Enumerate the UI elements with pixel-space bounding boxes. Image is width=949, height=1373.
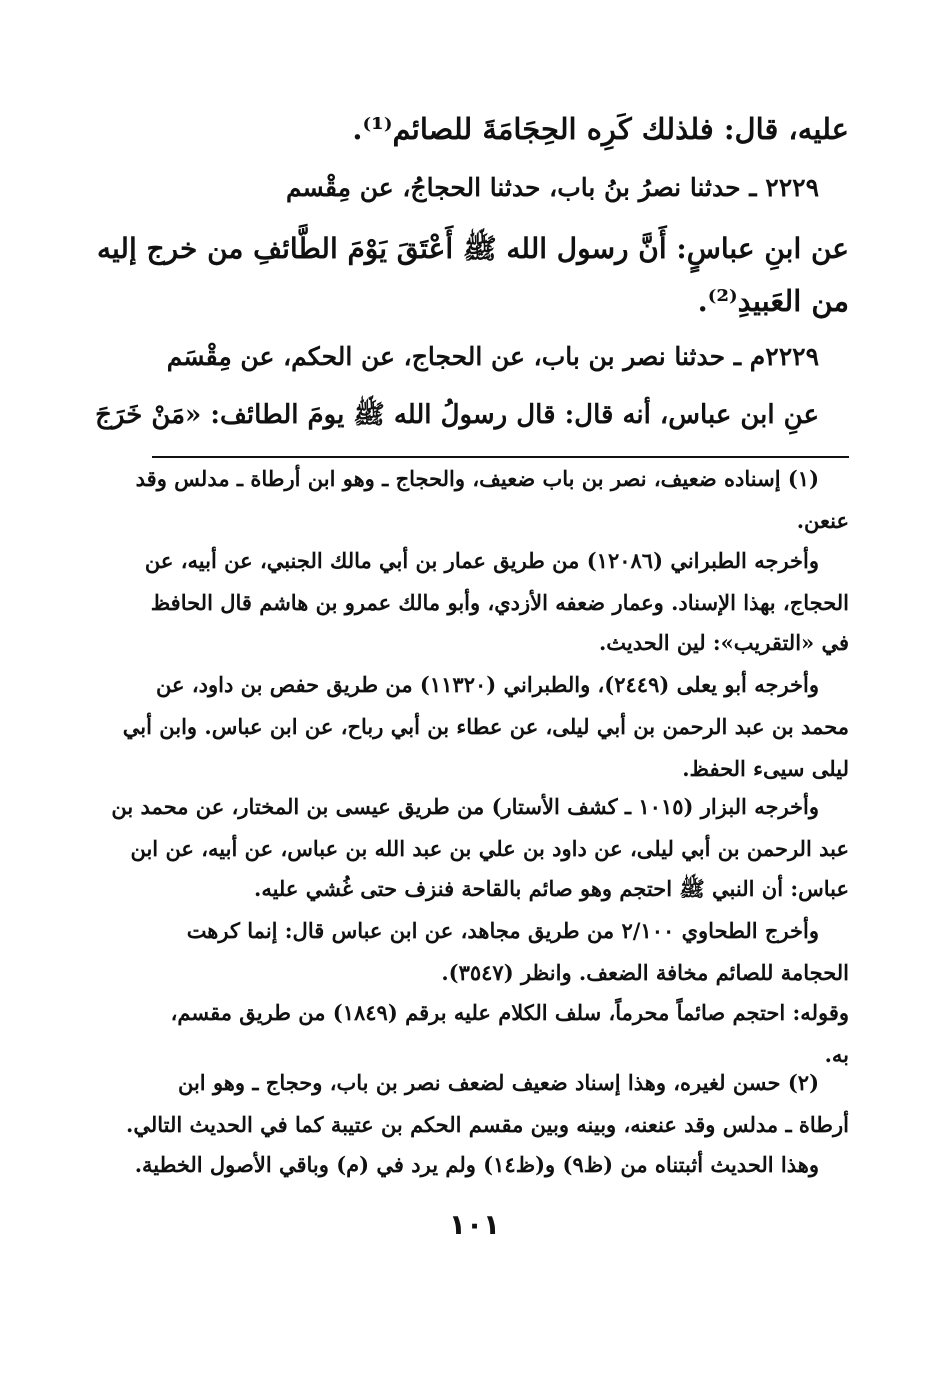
footnote-line: الحجامة للصائم مخافة الضعف. وانظر (٣٥٤٧).	[441, 960, 849, 985]
footnote-line: عنعن.	[796, 508, 849, 533]
footnote-line: في «التقريب»: لين الحديث.	[598, 630, 849, 655]
page-number: ١٠١	[448, 1208, 501, 1241]
main-text-line: من العَبيدِ⁽²⁾.	[697, 284, 849, 318]
footnote-line: عباس: أن النبي ﷺ احتجم وهو صائم بالقاحة فنزف حتى غُشي عليه.	[254, 876, 849, 901]
hadith-heading-line: ٢٢٢٩ ـ حدثنا نصرُ بنُ باب، حدثنا الحجاجُ، عن مِقْسم	[286, 173, 819, 202]
main-text-line: عنِ ابن عباس، أنه قال: قال رسولُ الله ﷺ يومَ الطائف: «مَنْ خَرَجَ	[95, 400, 819, 430]
main-text-line: عليه، قال: فلذلك كَرِه الحِجَامَةَ للصائم⁽¹⁾.	[352, 112, 849, 146]
footnote-line: عبد الرحمن بن أبي ليلى، عن داود بن علي بن عبد الله بن عباس، عن أبيه، عن ابن	[130, 836, 849, 861]
footnote-line: وأخرجه البزار (١٠١٥ ـ كشف الأستار) من طريق عيسى بن المختار، عن محمد بن	[111, 794, 819, 819]
footnote-line: أرطاة ـ مدلس وقد عنعنه، وبينه وبين مقسم الحكم بن عتيبة كما في الحديث التالي.	[126, 1112, 849, 1137]
footnote-line: وأخرجه الطبراني (١٢٠٨٦) من طريق عمار بن أبي مالك الجنبي، عن أبيه، عن	[144, 548, 819, 573]
footnote-line: وأخرج الطحاوي ٢/١٠٠ من طريق مجاهد، عن ابن عباس قال: إنما كرهت	[186, 918, 819, 943]
footnote-line: محمد بن عبد الرحمن بن أبي ليلى، عن عطاء بن أبي رباح، عن ابن عباس. وابن أبي	[122, 714, 849, 739]
footnote-line: (٢) حسن لغيره، وهذا إسناد ضعيف لضعف نصر بن باب، وحجاج ـ وهو ابن	[177, 1070, 819, 1095]
footnote-line: ليلى سيىء الحفظ.	[682, 756, 849, 781]
footnote-line: وهذا الحديث أثبتناه من (ظ٩) و(ظ١٤) ولم يرد في (م) وباقي الأصول الخطية.	[134, 1152, 819, 1177]
footnote-line: وأخرجه أبو يعلى (٢٤٤٩)، والطبراني (١١٣٢٠) من طريق حفص بن داود، عن	[156, 672, 819, 697]
footnote-line: وقوله: احتجم صائماً محرماً، سلف الكلام عليه برقم (١٨٤٩) من طريق مقسم،	[170, 1000, 849, 1025]
footnote-line: (١) إسناده ضعيف، نصر بن باب ضعيف، والحجاج ـ وهو ابن أرطاة ـ مدلس وقد	[135, 466, 819, 491]
footnote-separator	[152, 456, 849, 458]
footnote-line: به.	[824, 1042, 849, 1067]
footnote-line: الحجاج، بهذا الإسناد. وعمار ضعفه الأزدي، وأبو مالك عمرو بن هاشم قال الحافظ	[150, 590, 849, 615]
hadith-heading-line: ٢٢٢٩م ـ حدثنا نصر بن باب، عن الحجاج، عن الحكم، عن مِقْسَم	[166, 342, 819, 371]
main-text-line: عن ابنِ عباسٍ: أَنَّ رسول الله ﷺ أَعْتَقَ يَوْمَ الطَّائفِ من خرج إليه	[96, 232, 849, 265]
